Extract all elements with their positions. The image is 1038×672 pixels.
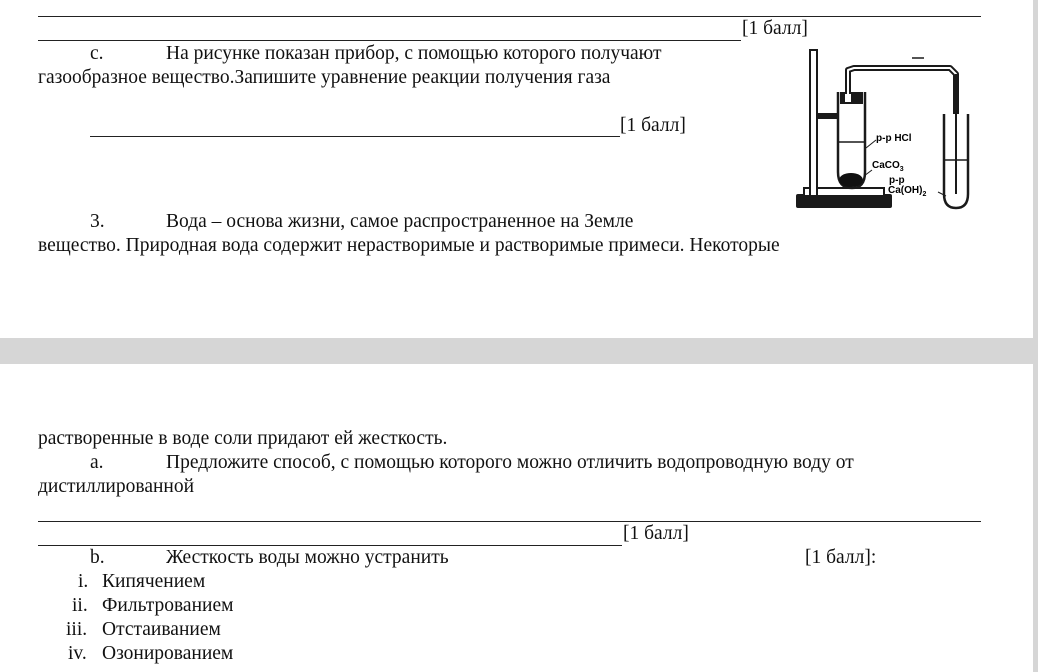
continued-text: растворенные в воде соли придают ей жесткость. bbox=[38, 428, 448, 449]
answer-line bbox=[38, 16, 981, 17]
option-text: Фильтрованием bbox=[102, 595, 234, 616]
option-text: Озонированием bbox=[102, 643, 234, 664]
question-letter-c: c. bbox=[90, 43, 104, 64]
label-caco3: CaCO$_3$ bbox=[872, 160, 904, 173]
label-hcl: р-р HCl bbox=[876, 133, 912, 144]
stopper-hole bbox=[845, 94, 851, 102]
label-solution: р-р bbox=[889, 175, 905, 186]
question-b-text: Жесткость воды можно устранить bbox=[166, 547, 449, 568]
option-text: Отстаиванием bbox=[102, 619, 221, 640]
option-number: i. bbox=[78, 571, 89, 592]
stand-rod bbox=[810, 50, 817, 196]
points-label: [1 балл] bbox=[620, 115, 686, 136]
question-3-text-line1: Вода – основа жизни, самое распространенное на Земле bbox=[166, 211, 634, 232]
question-letter-b: b. bbox=[90, 547, 105, 568]
question-a-text-line2: дистиллированной bbox=[38, 476, 195, 497]
points-label: [1 балл] bbox=[623, 523, 689, 544]
leader-line bbox=[866, 140, 876, 148]
answer-line bbox=[38, 545, 622, 546]
gas-apparatus-figure bbox=[790, 44, 985, 214]
points-label: [1 балл]: bbox=[805, 547, 877, 568]
answer-line bbox=[38, 40, 741, 41]
label-caoh2: $Ca(OH)_2$ bbox=[888, 185, 927, 198]
document-page-2 bbox=[0, 364, 1033, 672]
question-c-text-line1: На рисунке показан прибор, с помощью которого получают bbox=[166, 43, 662, 64]
stopper bbox=[840, 92, 863, 104]
answer-line bbox=[38, 521, 981, 522]
caco3-solid bbox=[839, 173, 863, 187]
option-text: Кипячением bbox=[102, 571, 206, 592]
question-letter-a: a. bbox=[90, 452, 104, 473]
answer-line bbox=[90, 136, 620, 137]
option-number: ii. bbox=[72, 595, 88, 616]
option-number: iv. bbox=[68, 643, 87, 664]
question-number-3: 3. bbox=[90, 211, 105, 232]
question-a-text-line1: Предложите способ, с помощью которого можно отличить водопроводную воду от bbox=[166, 452, 854, 473]
option-number: iii. bbox=[66, 619, 88, 640]
question-c-text-line2: газообразное вещество.Запишите уравнение реакции получения газа bbox=[38, 67, 611, 88]
points-label: [1 балл] bbox=[742, 18, 808, 39]
question-3-text-line2: вещество. Природная вода содержит нерастворимые и растворимые примеси. Некоторые bbox=[38, 235, 780, 256]
